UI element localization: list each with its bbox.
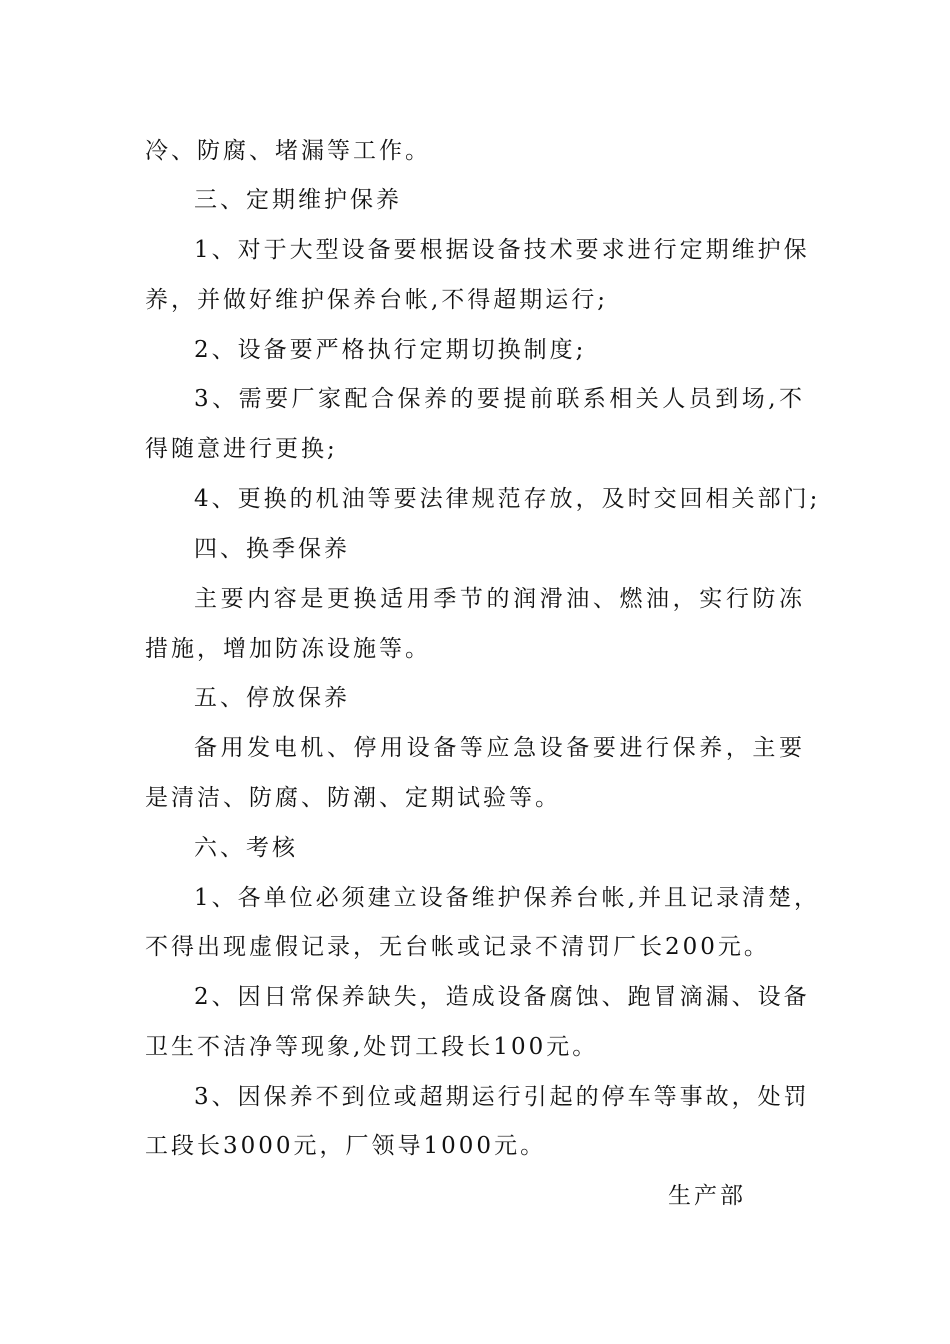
- paragraph-line: 备用发电机、停用设备等应急设备要进行保养，主要: [194, 735, 805, 761]
- paragraph-line: 不得出现虚假记录，无台帐或记录不清罚厂长200元。: [145, 934, 770, 960]
- paragraph-line: 养，并做好维护保养台帐,不得超期运行;: [145, 287, 609, 313]
- paragraph-line: 工段长3000元，厂领导1000元。: [145, 1133, 547, 1159]
- paragraph-line: 1、各单位必须建立设备维护保养台帐,并且记录清楚，: [194, 885, 820, 911]
- paragraph-line: 得随意进行更换;: [145, 436, 338, 462]
- paragraph-line: 2、因日常保养缺失，造成设备腐蚀、跑冒滴漏、设备: [194, 984, 810, 1010]
- paragraph-line: 3、因保养不到位或超期运行引起的停车等事故，处罚: [194, 1084, 810, 1110]
- section-heading: 六、考核: [194, 835, 298, 861]
- paragraph-line: 1、对于大型设备要根据设备技术要求进行定期维护保: [194, 237, 810, 263]
- signature: 生产部: [668, 1183, 746, 1209]
- section-heading: 三、定期维护保养: [194, 187, 402, 213]
- paragraph-line: 2、设备要严格执行定期切换制度;: [194, 337, 587, 363]
- paragraph-line: 4、更换的机油等要法律规范存放，及时交回相关部门;: [194, 486, 821, 512]
- paragraph-line: 3、需要厂家配合保养的要提前联系相关人员到场,不: [194, 386, 805, 412]
- paragraph-line: 卫生不洁净等现象,处罚工段长100元。: [145, 1034, 599, 1060]
- section-heading: 五、停放保养: [194, 685, 350, 711]
- paragraph-line: 冷、防腐、堵漏等工作。: [145, 138, 431, 164]
- paragraph-line: 主要内容是更换适用季节的润滑油、燃油，实行防冻: [194, 586, 805, 612]
- paragraph-line: 措施，增加防冻设施等。: [145, 636, 431, 662]
- section-heading: 四、换季保养: [194, 536, 350, 562]
- paragraph-line: 是清洁、防腐、防潮、定期试验等。: [145, 785, 561, 811]
